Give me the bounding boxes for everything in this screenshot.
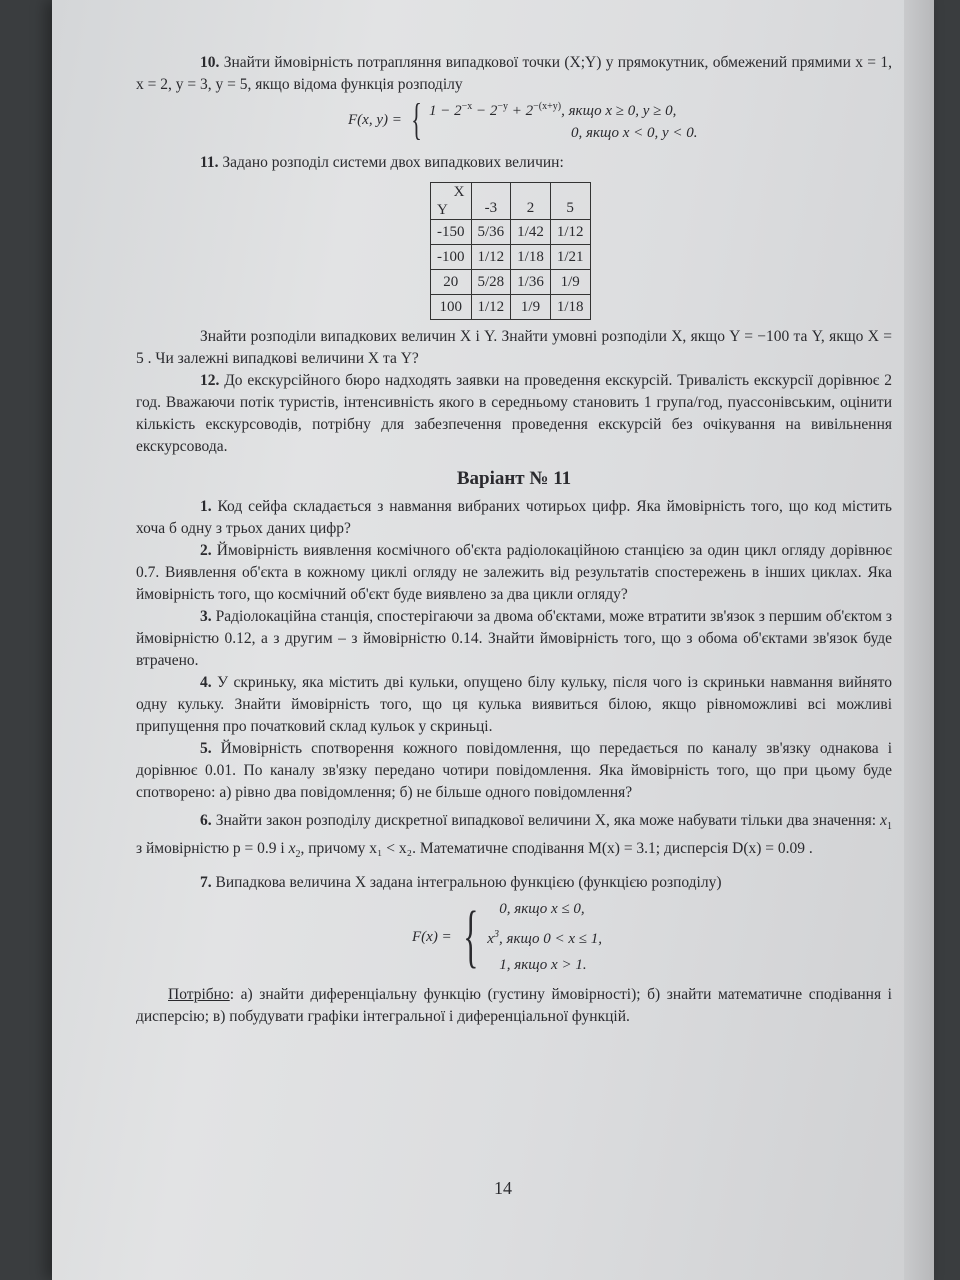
table-cell: 1/18 <box>511 245 551 270</box>
table-cell: 5/28 <box>471 270 511 295</box>
table-cell: 1/21 <box>550 245 590 270</box>
variant-problem-2 <box>136 540 892 606</box>
formula-lhs: F(x, y) = <box>348 112 402 128</box>
variant-problem-6: 6. Знайти закон розподілу дискретної випадкової величини X, яка може набувати тільки два значення: $x_1$ з ймовірністю p = 0.9 і $x_2$, причому x₁ < x₂. Математичне сподівання M(x) = 3.1; дисперсія D(x) = 0.09 . <box>136 812 893 861</box>
row-header: -150 <box>431 220 472 245</box>
requirements-label: Потрібно <box>168 986 230 1004</box>
problem-text: До екскурсійного бюро надходять заявки на проведення екскурсій. Тривалість екскурсії дорівнює 2 год. Вважаючи потік туристів, інтенсивність якого в середньому становить 1 група/год, пуассонівським, оцінити кількість екскурсоводів, потрібну для забезпечення проведення екскурсій без очікування на вивільнення екскурсовода. <box>136 372 893 455</box>
row-header: 100 <box>431 295 472 320</box>
variant-problem-4 <box>136 672 892 738</box>
problem-number: 2. <box>200 542 212 559</box>
problem-text: У скриньку, яка містить дві кульки, опущено білу кульку, після чого із скриньки навмання вийнято одну кульку. Знайти ймовірність того, що ця кулька виявиться білою, якщо рівноможливі всі можливі припущення про початковий склад кульок у скриньці. <box>136 674 893 735</box>
problem-number: 7. <box>200 874 212 892</box>
problem-text: Ймовірність спотворення кожного повідомлення, що передається по каналу зв'язку однакова і дорівнює 0.01. По каналу зв'язку передано чотири повідомлення. Яка ймовірність того, що при цьому буде спотворено: а) рівно два повідомлення; б) не більше одного повідомлення? <box>136 740 892 801</box>
table-cell: 5/36 <box>471 220 511 245</box>
variant-problem-3 <box>136 606 892 672</box>
table-cell: 1/18 <box>550 295 590 320</box>
problem-11-question: Знайти розподіли випадкових величин X і Y. Знайти умовні розподіли X, якщо Y = −100 та Y, якщо X = 5 . Чи залежні випадкові величини X та Y? <box>136 328 892 367</box>
page-number: 14 <box>494 1178 512 1198</box>
formula-brace: { <box>462 898 479 976</box>
distribution-table <box>430 182 591 320</box>
table-row <box>431 295 591 320</box>
table-row <box>431 245 591 270</box>
problem-number: 4. <box>200 674 212 691</box>
formula-case-1: 0, якщо x ≤ 0, <box>499 901 585 918</box>
problem-number: 6. <box>200 812 212 829</box>
requirements-text: : а) знайти диференціальну функцію (густину ймовірності); б) знайти математичне сподівання і дисперсію; в) побудувати графіки інтегральної і диференціальної функцій. <box>136 986 892 1026</box>
problem-10 <box>136 52 892 96</box>
table-cell: 1/9 <box>550 270 590 295</box>
problem-12 <box>136 370 892 458</box>
formula-case-3: 1, якщо x > 1. <box>499 957 587 974</box>
variant-problem-5 <box>136 738 892 804</box>
table-header-row <box>431 183 591 220</box>
formula-case-2: 0, якщо x < 0, y < 0. <box>570 125 698 141</box>
formula-case-2: $x^3$, якщо 0 < x ≤ 1, <box>487 929 602 948</box>
col-header: 2 <box>511 183 551 220</box>
cdf-formula <box>412 896 892 978</box>
formula-case-1: $1 - 2^{-x} - 2^{-y} + 2^{-(x+y)}$, якщо x ≥ 0, y ≥ 0, <box>428 101 677 119</box>
formula-brace: { <box>411 95 422 144</box>
distribution-formula <box>348 96 892 144</box>
table-cell: 1/12 <box>471 245 511 270</box>
problem-number: 10. <box>200 54 220 71</box>
problem-number: 1. <box>200 498 212 515</box>
formula-lhs: F(x) = <box>412 929 452 946</box>
problem-text: Радіолокаційна станція, спостерігаючи за двома об'єктами, може втратити зв'язок з першим об'єктом з ймовірністю 0.12, а з другим – з ймовірністю 0.14. Знайти ймовірність того, що з обома об'єктами зв'язок буде втрачено. <box>136 608 893 669</box>
page-edge <box>904 0 934 1280</box>
table-cell: 1/42 <box>511 220 551 245</box>
variant-problem-1 <box>136 496 892 540</box>
table-corner: X Y <box>431 183 472 220</box>
col-header: -3 <box>471 183 511 220</box>
problem-text: Випадкова величина X задана інтегральною функцією (функцією розподілу) <box>215 874 722 892</box>
problem-text: Ймовірність виявлення космічного об'єкта радіолокаційною станцією за один цикл огляду дорівнює 0.7. Виявлення об'єкта в кожному циклі огляду не залежить від результатів спостережень в інших циклах. Яка ймовірність того, що космічний об'єкт буде виявлено за два цикли огляду? <box>136 542 892 603</box>
problem-text: Код сейфа складається з навмання вибраних чотирьох цифр. Яка ймовірність того, що код містить хоча б одну з трьох даних цифр? <box>136 498 892 537</box>
table-cell: 1/9 <box>511 295 551 320</box>
problem-text: Знайти ймовірність потрапляння випадкової точки (X;Y) у прямокутник, обмежений прямими x = 1, x = 2, y = 3, y = 5, якщо відома функція розподілу <box>136 54 892 93</box>
problem-number: 5. <box>200 740 212 757</box>
formula-cases <box>429 96 698 144</box>
table-cell: 1/12 <box>550 220 590 245</box>
table-row <box>431 220 591 245</box>
row-header: -100 <box>431 245 472 270</box>
problem-number: 3. <box>200 608 212 625</box>
table-cell: 1/12 <box>471 295 511 320</box>
formula-cases <box>487 896 602 978</box>
table-cell: 1/36 <box>511 270 551 295</box>
problem-number: 11. <box>200 154 219 171</box>
variant-problem-7 <box>136 872 892 894</box>
row-header: 20 <box>431 270 472 295</box>
requirements <box>136 984 892 1028</box>
problem-text: Задано розподіл системи двох випадкових величин: <box>222 154 564 171</box>
problem-text: Знайти закон розподілу дискретної випадкової величини X, яка може набувати тільки два значення: <box>215 812 881 829</box>
problem-11 <box>136 152 892 174</box>
page-content <box>136 52 892 1028</box>
variant-title: Варіант № 11 <box>456 468 572 489</box>
problem-number: 12. <box>200 372 220 389</box>
col-header: 5 <box>550 183 590 220</box>
table-row <box>431 270 591 295</box>
